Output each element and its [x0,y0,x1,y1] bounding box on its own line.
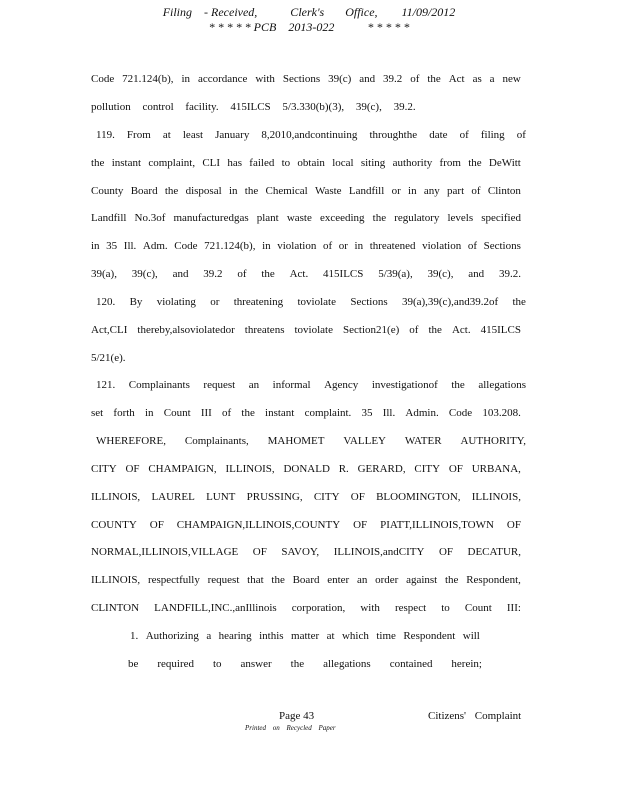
text-line [96,378,526,392]
word: threatening [233,296,284,308]
word: Agency [324,379,359,391]
text-line: pollution control facility. 415ILCS 5/3.330(b)(3), 39(c), 39.2. [91,101,416,113]
word: Sections [282,73,321,85]
word: 39(c), [131,268,158,280]
text-line [96,434,526,448]
word: From [126,129,151,141]
word: in [408,185,417,197]
word: date [429,129,448,141]
word: answer [240,658,272,670]
word: complaint, [148,157,196,169]
word: III [200,407,212,419]
word: Waste [314,185,342,197]
word: an [356,574,368,586]
text-line [91,156,521,170]
text-line [96,128,526,142]
word: of [322,240,333,252]
text-line: 5/21(e). [91,352,126,364]
word: the [290,658,305,670]
word: PRUSSING, [246,491,303,503]
word: R. [338,463,349,475]
word: OF [350,491,365,503]
word: forth [113,407,135,419]
word: 39(a),39(c),and39.2of [401,296,499,308]
recycled-paper-note: Printed on Recycled Paper [245,724,336,732]
word: instant [111,157,142,169]
word: the [468,157,482,169]
word: January [215,129,250,141]
word: CITY [91,463,117,475]
word: OF [438,546,453,558]
word: that [247,574,264,586]
word: will [462,630,480,642]
word: to [212,658,222,670]
word: Act,CLI [91,324,128,336]
word: DONALD [283,463,330,475]
word: 35 [106,240,118,252]
text-line [91,323,521,337]
word: be [128,658,139,670]
word: County [91,185,124,197]
word: to [441,602,450,614]
word: threatened [369,240,416,252]
word: Respondent, [466,574,521,586]
word: Ill. [382,407,396,419]
word: Act. [289,268,309,280]
word: Code [448,407,473,419]
word: set [91,407,104,419]
word: throughthe [369,129,418,141]
word: the [428,324,442,336]
word: specified [481,212,521,224]
word: Act [448,73,465,85]
word: allegations [478,379,526,391]
word: 5/39(a), [378,268,413,280]
word: in [181,73,190,85]
word: ILLINOIS,andCITY [333,546,425,558]
word: NORMAL,ILLINOIS,VILLAGE [91,546,239,558]
word: DECATUR, [467,546,521,558]
word: Board [292,574,320,586]
text-line [91,490,521,504]
word: 39(c), [427,268,454,280]
word: SAVOY, [281,546,320,558]
word: BLOOMINGTON, [376,491,461,503]
word: threatens [244,324,285,336]
word: GERARD, [357,463,406,475]
word: Sections [350,296,388,308]
word: respectfully [147,574,200,586]
word: ILLINOIS, [225,463,275,475]
word: the [241,407,255,419]
word: least [182,129,204,141]
word: ILLINOIS, [91,491,141,503]
word: violation [277,240,317,252]
word: AUTHORITY, [460,435,526,447]
word: against [406,574,438,586]
text-line [91,406,521,420]
word: Landfill [348,185,385,197]
word: the [244,185,259,197]
word: in [354,240,364,252]
word: obtain [297,157,325,169]
word: OF [252,546,267,558]
word: at [326,630,335,642]
word: Sections [483,240,521,252]
word: ILLINOIS, [471,491,521,503]
word: of [410,73,420,85]
word: request [207,574,240,586]
word: allegations [323,658,371,670]
word: the [271,574,285,586]
word: violation [422,240,462,252]
word: filing [480,129,505,141]
text-line [130,629,480,643]
word: WATER [404,435,442,447]
word: 119. [96,129,115,141]
word: Landfill [91,212,127,224]
word: with [255,73,275,85]
word: enter [327,574,350,586]
word: of [237,268,247,280]
word: By [129,296,143,308]
text-line [91,518,521,532]
word: 121. [96,379,116,391]
word: the [164,185,179,197]
word: in [91,240,100,252]
word: hearing [218,630,252,642]
filing-header-line: Filing - Received, Clerk's Office, 11/09/2012 [162,5,456,19]
word: a [206,630,212,642]
word: from [439,157,461,169]
word: OF [448,463,463,475]
word: 39.2. [499,268,521,280]
word: instant [265,407,295,419]
word: and [468,268,485,280]
word: of [471,185,481,197]
word: exceeding [319,212,365,224]
word: plant [256,212,279,224]
word: and [172,268,189,280]
word: 39.2 [383,73,403,85]
word: CITY [414,463,441,475]
word: CLINTON [91,602,140,614]
pcb-header-line: * * * * * PCB 2013-022 * * * * * [208,20,410,34]
word: 1. [130,630,139,642]
word: of [516,129,526,141]
word: in [262,240,271,252]
word: corporation, [291,602,346,614]
word: Authorizing [145,630,199,642]
word: the [445,574,459,586]
word: to [281,157,291,169]
word: of [467,240,477,252]
word: the [451,379,465,391]
text-line [128,657,482,671]
word: OF [125,463,140,475]
word: Board [130,185,158,197]
word: Chemical [265,185,308,197]
word: OF [149,519,164,531]
word: Complainants, [184,435,249,447]
word: investigationof [371,379,438,391]
word: 39.2 [203,268,223,280]
word: of [409,324,419,336]
word: Ill. [123,240,137,252]
word: herein; [451,658,482,670]
word: Clinton [487,185,521,197]
word: an [248,379,260,391]
text-line [91,239,521,253]
word: Code [174,240,198,252]
word: URBANA, [471,463,521,475]
word: any [423,185,440,197]
word: time [376,630,396,642]
word: 721.124(b), [204,240,256,252]
word: contained [389,658,433,670]
word: Section21(e) [343,324,400,336]
word: accordance [197,73,248,85]
word: MAHOMET [267,435,325,447]
word: OF [506,519,521,531]
word: CLI [202,157,221,169]
text-line [91,573,521,587]
word: waste [286,212,312,224]
word: Act. [451,324,471,336]
word: DeWitt [488,157,521,169]
word: Complainants [128,379,190,391]
text-line [91,462,521,476]
word: CHAMPAIGN,ILLINOIS,COUNTY [176,519,341,531]
word: a [489,73,495,85]
word: the [91,157,105,169]
word: which [341,630,369,642]
word: or [338,240,348,252]
word: in [228,185,238,197]
document-title: Citizens' Complaint [428,710,522,722]
text-line [91,184,521,198]
word: 415ILCS [480,324,521,336]
word: Code [91,73,115,85]
word: III: [506,602,521,614]
word: the [372,212,387,224]
word: has [227,157,243,169]
word: thereby,alsoviolatedor [137,324,235,336]
word: LUNT [206,491,236,503]
word: as [472,73,482,85]
text-line [91,545,521,559]
word: VALLEY [343,435,386,447]
word: levels [447,212,474,224]
word: Count [163,407,191,419]
word: LANDFILL,INC.,anIllinois [154,602,277,614]
word: 415ILCS [323,268,364,280]
text-line [96,295,526,309]
word: CITY [313,491,340,503]
word: disposal [185,185,222,197]
word: 39(c) [328,73,352,85]
word: ILLINOIS, [91,574,141,586]
word: 120. [96,296,116,308]
word: Admin. [405,407,439,419]
word: regulatory [394,212,440,224]
word: local [332,157,354,169]
word: at [162,129,171,141]
word: the [261,268,275,280]
word: matter [291,630,320,642]
word: CHAMPAIGN, [148,463,217,475]
word: Respondent [403,630,456,642]
word: authority [392,157,433,169]
word: new [502,73,521,85]
word: manufacturedgas [173,212,249,224]
word: 39(a), [91,268,117,280]
word: respect [394,602,427,614]
word: 721.124(b), [122,73,174,85]
word: siting [360,157,386,169]
word: toviolate [294,324,333,336]
text-line [91,211,521,225]
word: 35 [361,407,373,419]
word: 8,2010,andcontinuing [261,129,358,141]
word: LAUREL [151,491,195,503]
word: OF [353,519,368,531]
word: in [145,407,154,419]
word: or [210,296,220,308]
word: WHEREFORE, [96,435,166,447]
text-line [91,72,521,86]
word: of [222,407,232,419]
word: failed [249,157,275,169]
word: and [359,73,376,85]
word: Count [464,602,492,614]
word: toviolate [297,296,336,308]
word: order [375,574,399,586]
text-line [91,267,521,281]
text-line [91,601,521,615]
word: Adm. [142,240,168,252]
page-number: Page 43 [279,710,315,722]
word: request [203,379,236,391]
word: PIATT,ILLINOIS,TOWN [380,519,494,531]
word: required [157,658,195,670]
word: the [512,296,526,308]
word: of [459,129,469,141]
word: complaint. [304,407,352,419]
word: part [447,185,465,197]
word: informal [272,379,311,391]
word: or [391,185,401,197]
word: the [427,73,441,85]
word: inthis [259,630,284,642]
word: 103.208. [482,407,521,419]
word: with [360,602,380,614]
word: No.3of [134,212,166,224]
word: COUNTY [91,519,137,531]
word: violating [156,296,196,308]
